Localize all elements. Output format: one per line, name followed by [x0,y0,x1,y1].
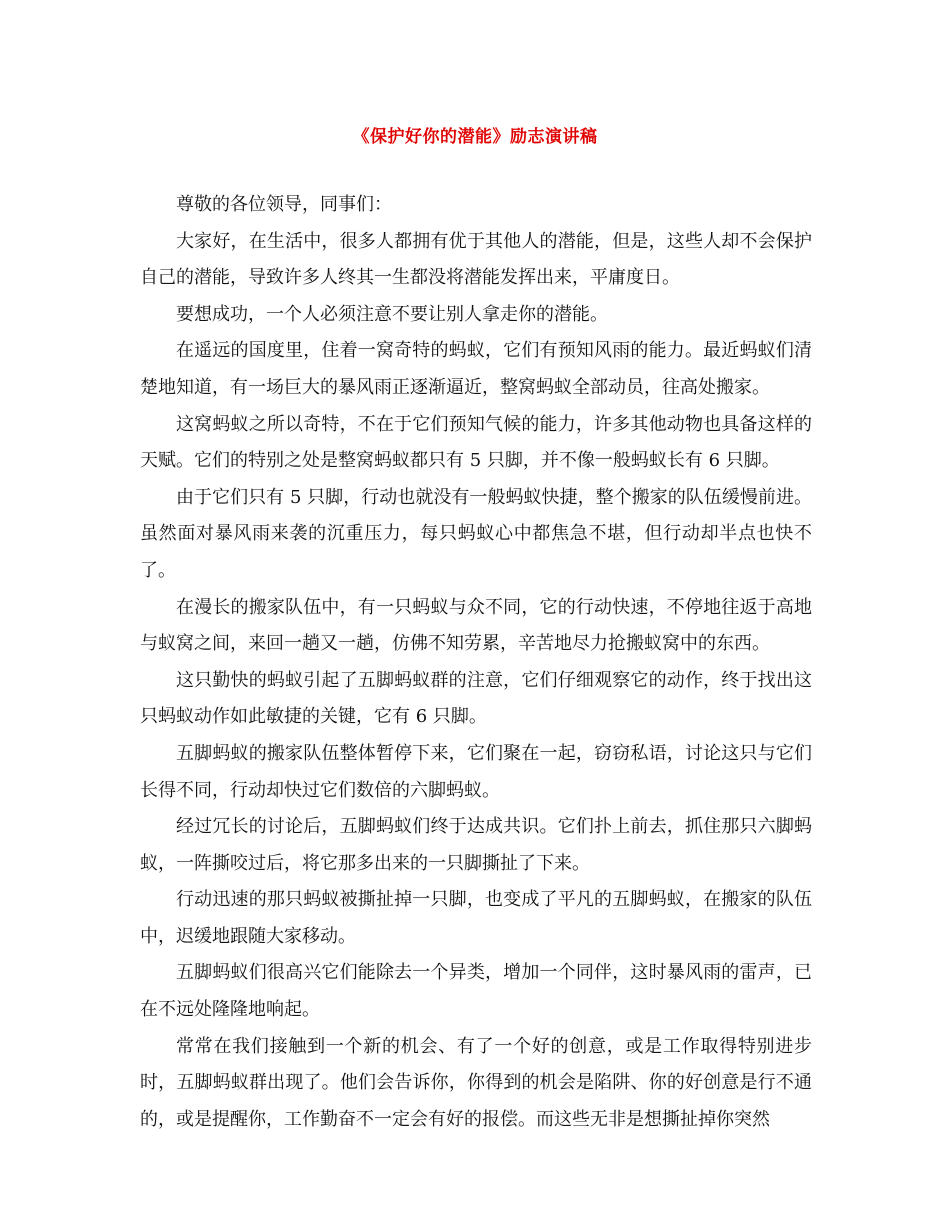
paragraph: 大家好，在生活中，很多人都拥有优于其他人的潜能，但是，这些人却不会保护自己的潜能，导致许多人终其一生都没将潜能发挥出来，平庸度日。 [140,230,812,289]
paragraph: 五脚蚂蚁的搬家队伍整体暂停下来，它们聚在一起，窃窃私语，讨论这只与它们长得不同，行动却快过它们数倍的六脚蚂蚁。 [140,742,812,801]
paragraph: 行动迅速的那只蚂蚁被撕扯掉一只脚，也变成了平凡的五脚蚂蚁，在搬家的队伍中，迟缓地跟随大家移动。 [140,889,812,947]
paragraph: 五脚蚂蚁们很高兴它们能除去一个异类，增加一个同伴，这时暴风雨的雷声，已在不远处隆隆地响起。 [140,962,812,1021]
paragraph: 经过冗长的讨论后，五脚蚂蚁们终于达成共识。它们扑上前去，抓住那只六脚蚂蚁，一阵撕咬过后，将它那多出来的一只脚撕扯了下来。 [140,816,812,874]
paragraph: 要想成功，一个人必须注意不要让别人拿走你的潜能。 [176,303,608,325]
paragraph: 由于它们只有 5 只脚，行动也就没有一般蚂蚁快捷，整个搬家的队伍缓慢前进。虽然面对暴风雨来袭的沉重压力，每只蚂蚁心中都焦急不堪，但行动却半点也快不了。 [140,486,812,581]
paragraph-salutation: 尊敬的各位领导，同事们： [176,194,392,215]
paragraph: 常常在我们接触到一个新的机会、有了一个好的创意，或是工作取得特别进步时，五脚蚂蚁群出现了。他们会告诉你，你得到的机会是陷阱、你的好创意是行不通的，或是提醒你，工作勤奋不一定会有好的报偿。而这些无非是想撕扯掉你突然 [140,1035,812,1130]
paragraph: 在漫长的搬家队伍中，有一只蚂蚁与众不同，它的行动快速，不停地往返于高地与蚁窝之间，来回一趟又一趟，仿佛不知劳累，辛苦地尽力抢搬蚁窝中的东西。 [140,596,812,655]
document-title: 《保护好你的潜能》励志演讲稿 [352,127,598,147]
paragraph: 在遥远的国度里，住着一窝奇特的蚂蚁，它们有预知风雨的能力。最近蚂蚁们清楚地知道，有一场巨大的暴风雨正逐渐逼近，整窝蚂蚁全部动员，往高处搬家。 [140,340,812,398]
paragraph: 这只勤快的蚂蚁引起了五脚蚂蚁群的注意，它们仔细观察它的动作，终于找出这只蚂蚁动作如此敏捷的关键，它有 6 只脚。 [140,669,812,728]
paragraph: 这窝蚂蚁之所以奇特，不在于它们预知气候的能力，许多其他动物也具备这样的天赋。它们的特别之处是整窝蚂蚁都只有 5 只脚，并不像一般蚂蚁长有 6 只脚。 [140,413,812,472]
document-body [140,187,812,1138]
